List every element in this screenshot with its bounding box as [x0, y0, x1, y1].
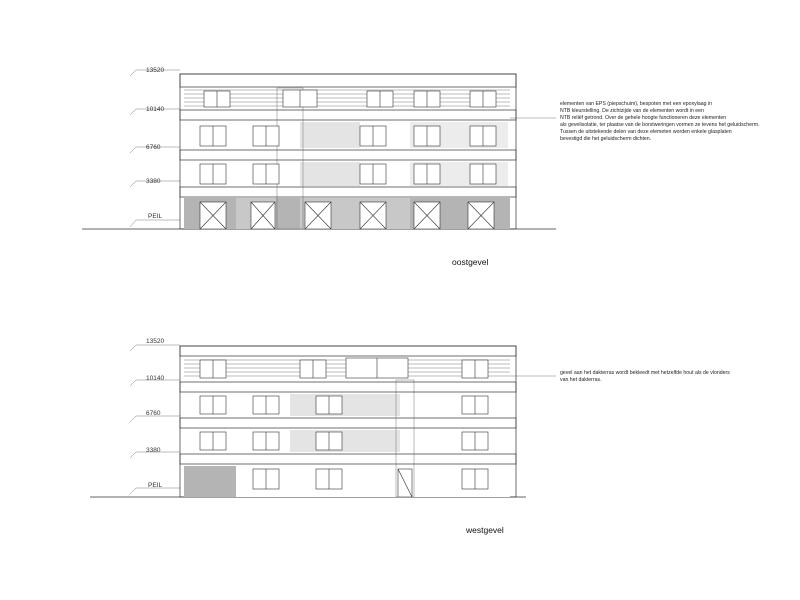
oost-level-3380-label: 3380	[146, 178, 161, 185]
west-plinth	[184, 466, 236, 497]
west-level-peil	[130, 482, 180, 494]
west-level-3380	[130, 447, 180, 458]
west-level-6760	[130, 410, 180, 422]
west-note-line-1: gevel aan het dakterras wordt bekleedt met hetzelfde hout als de vlonders	[560, 370, 730, 376]
oostgevel-title: oostgevel	[452, 257, 489, 267]
oost-building	[180, 74, 516, 229]
oost-note-line-1: elementen van EPS (piepschuim), bespoten met een epoxylaag in	[560, 101, 712, 107]
west-level-markers	[130, 338, 180, 494]
oost-note-line-5: Tussen de uitstekende delen van deze elemeten worden enkele glasplaten	[560, 129, 732, 135]
oost-level-peil-label: PEIL	[148, 213, 163, 220]
west-level-13520	[130, 338, 180, 351]
oost-level-10140	[130, 106, 180, 115]
oost-level-13520	[130, 67, 180, 76]
oost-level-peil	[130, 213, 180, 227]
oost-note-line-4: als gevelisolatie, ter plaatse van de borstweringen vormen ze tevens het geluidscherm.	[560, 122, 760, 128]
west-level-10140-label: 10140	[146, 375, 165, 382]
west-level-13520-label: 13520	[146, 338, 165, 345]
oost-note-line-6: bevestigd die het geluidscherm dichten.	[560, 136, 652, 142]
west-level-6760-label: 6760	[146, 410, 161, 417]
west-level-3380-label: 3380	[146, 447, 161, 454]
west-level-10140	[130, 375, 180, 386]
oost-note-line-3: NTB reliëf getrond. Over de gehele hoogte functioneren deze elementen	[560, 115, 727, 121]
westgevel-elevation	[90, 338, 730, 535]
oost-level-markers	[130, 67, 180, 227]
west-note-line-2: van het dakterras.	[560, 377, 602, 383]
oost-level-6760-label: 6760	[146, 144, 161, 151]
westgevel-title: westgevel	[466, 525, 504, 535]
oost-note-line-2: NTB kleurstelling. De zichtzijde van de elementen wordt in een	[560, 108, 704, 114]
oostgevel-elevation	[82, 67, 760, 267]
west-level-peil-label: PEIL	[148, 482, 163, 489]
oost-level-13520-label: 13520	[146, 67, 165, 74]
oost-level-6760	[130, 144, 180, 153]
oost-level-3380	[130, 178, 180, 187]
west-note	[560, 370, 730, 383]
oost-level-10140-label: 10140	[146, 106, 165, 113]
oost-note	[560, 101, 760, 142]
